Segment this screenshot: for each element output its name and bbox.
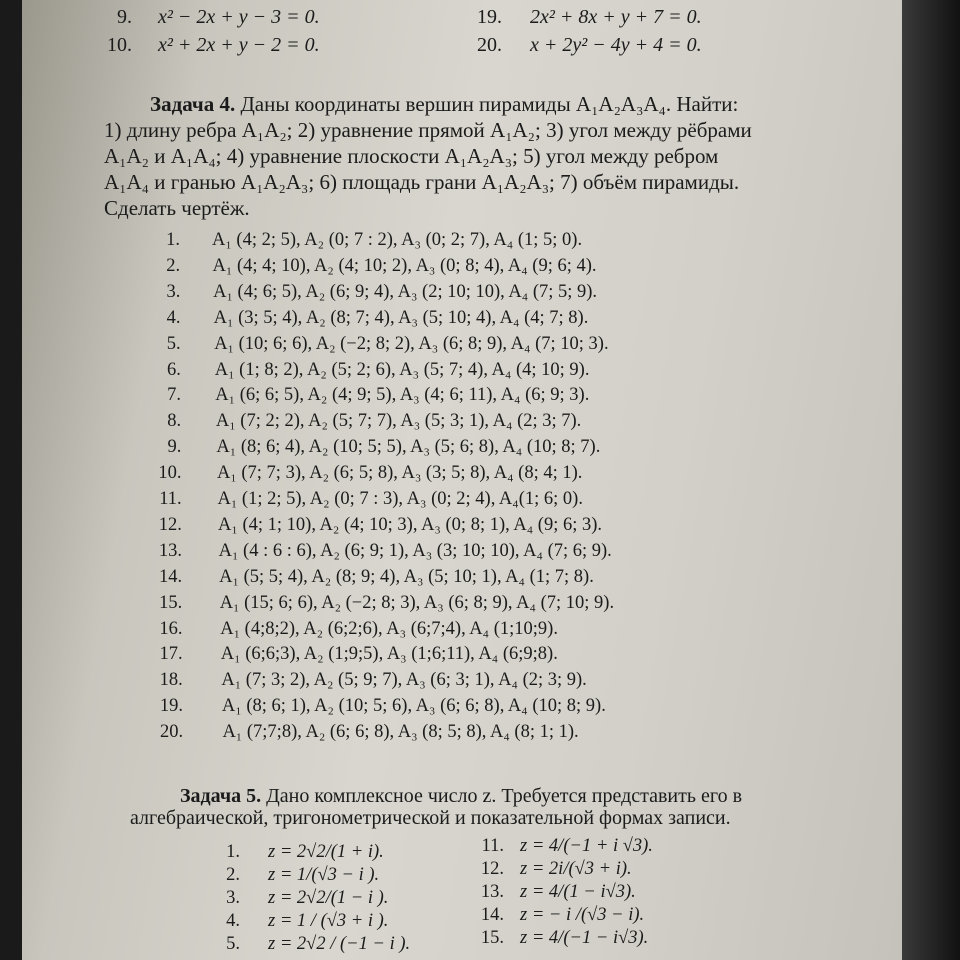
variant-number: 14. (159, 566, 183, 587)
variant-number: 11. (159, 489, 182, 509)
complex-number-index: 2. (226, 865, 240, 885)
variant-coordinates: A₁ (8; 6; 4), A₂ (10; 5; 5), A₃ (5; 6; 8), A₄ (10; 8; 7). (216, 437, 601, 458)
variant-coordinates: A₁ (6; 6; 5), A₂ (4; 9; 5), A₃ (4; 6; 11), A₄ (6; 9; 3). (215, 385, 590, 406)
eq-number: 10. (107, 34, 132, 56)
variant-number: 1. (166, 230, 180, 250)
complex-number-expression: z = 2i/(√3 + i). (520, 859, 632, 879)
complex-number-index: 3. (226, 888, 240, 908)
complex-number-expression: z = − i /(√3 − i). (520, 905, 645, 925)
complex-number-expression: z = 1/(√3 − i ). (268, 865, 380, 885)
eq-number: 19. (477, 6, 502, 28)
variant-coordinates: A₁ (1; 2; 5), A₂ (0; 7 : 3), A₃ (0; 2; 4), A₄(1; 6; 0). (217, 489, 583, 509)
variant-number: 8. (167, 411, 182, 432)
task4-line: Сделать чертёж. (104, 196, 250, 220)
complex-number-expression: z = 2√2/(1 − i ). (268, 888, 389, 908)
variant-number: 3. (166, 281, 181, 302)
variant-number: 19. (159, 696, 183, 717)
variant-coordinates: A₁ (4;8;2), A₂ (6;2;6), A₃ (6;7;4), A₄ (1;10;9). (220, 618, 558, 639)
variant-coordinates: A₁ (6;6;3), A₂ (1;9;5), A₃ (1;6;11), A₄ (6;9;8). (220, 644, 558, 665)
task4-line: A₁A₂ и A₁A₄; 4) уравнение плоскости A₁A₂A₃; 5) угол между ребром (104, 144, 719, 168)
variant-coordinates: A₁ (10; 6; 6), A₂ (−2; 8; 2), A₃ (6; 8; 9), A₄ (7; 10; 3). (214, 333, 609, 354)
complex-number-index: 11. (481, 836, 504, 856)
complex-number-expression: z = 2√2 / (−1 − i ). (268, 934, 411, 954)
variant-coordinates: A₁ (7;7;8), A₂ (6; 6; 8), A₃ (8; 5; 8), A₄ (8; 1; 1). (222, 722, 579, 743)
complex-number-expression: z = 4/(1 − i√3). (520, 882, 636, 902)
task4-line: Даны координаты вершин пирамиды A₁A₂A₃A₄. Найти: (240, 92, 739, 116)
complex-number-expression: z = 4/(−1 + i √3). (520, 836, 653, 856)
equation: x² + 2x + y − 2 = 0. (158, 34, 320, 56)
variant-number: 12. (158, 514, 182, 535)
complex-number-index: 4. (226, 911, 240, 931)
variant-number: 17. (159, 644, 183, 665)
monitor-bezel (902, 0, 960, 960)
complex-number-index: 14. (480, 905, 504, 925)
complex-number-index: 5. (226, 934, 240, 954)
variant-number: 5. (166, 333, 181, 354)
eq-number: 9. (117, 6, 132, 28)
variant-coordinates: A₁ (7; 3; 2), A₂ (5; 9; 7), A₃ (6; 3; 1), A₄ (2; 3; 9). (221, 670, 587, 691)
task5-line: алгебраической, тригонометрической и показательной формах записи. (130, 807, 731, 829)
equation: 2x² + 8x + y + 7 = 0. (530, 6, 702, 28)
variant-number: 7. (167, 385, 181, 406)
variant-coordinates: A₁ (5; 5; 4), A₂ (8; 9; 4), A₃ (5; 10; 1), A₄ (1; 7; 8). (219, 566, 594, 587)
variant-coordinates: A₁ (7; 7; 3), A₂ (6; 5; 8), A₃ (3; 5; 8), A₄ (8; 4; 1). (216, 463, 583, 484)
variant-number: 9. (167, 437, 182, 458)
complex-number-index: 15. (480, 928, 504, 948)
variant-coordinates: A₁ (4; 1; 10), A₂ (4; 10; 3), A₃ (0; 8; 1), A₄ (9; 6; 3). (218, 514, 603, 535)
complex-number-index: 1. (226, 842, 240, 862)
task4-title: Задача 4. (150, 92, 236, 116)
variant-coordinates: A₁ (4; 4; 10), A₂ (4; 10; 2), A₃ (0; 8; 4), A₄ (9; 6; 4). (212, 255, 597, 276)
task5-title: Задача 5. (180, 785, 262, 807)
complex-number-index: 12. (480, 859, 504, 879)
variant-number: 20. (160, 722, 184, 743)
task4-line: A₁A₄ и гранью A₁A₂A₃; 6) площадь грани A₁A₂A₃; 7) объём пирамиды. (104, 170, 740, 194)
variant-number: 6. (166, 359, 181, 380)
complex-number-expression: z = 1 / (√3 + i ). (268, 911, 389, 931)
variant-number: 16. (159, 618, 183, 639)
equation: x² − 2x + y − 3 = 0. (158, 6, 320, 28)
variant-number: 15. (159, 592, 183, 613)
variant-number: 2. (166, 255, 181, 276)
complex-number-index: 13. (480, 882, 504, 902)
variant-number: 10. (158, 463, 182, 484)
variant-coordinates: A₁ (4 : 6 : 6), A₂ (6; 9; 1), A₃ (3; 10; 10), A₄ (7; 6; 9). (218, 540, 612, 561)
equation: x + 2y² − 4y + 4 = 0. (530, 34, 702, 56)
task5-line: Дано комплексное число z. Требуется представить его в (266, 785, 743, 807)
variant-number: 13. (158, 540, 182, 561)
document-page (22, 0, 902, 960)
complex-number-expression: z = 2√2/(1 + i). (268, 842, 384, 862)
variant-coordinates: A₁ (15; 6; 6), A₂ (−2; 8; 3), A₃ (6; 8; 9), A₄ (7; 10; 9). (219, 592, 615, 613)
variant-coordinates: A₁ (1; 8; 2), A₂ (5; 2; 6), A₃ (5; 7; 4), A₄ (4; 10; 9). (214, 359, 590, 380)
variant-coordinates: A₁ (8; 6; 1), A₂ (10; 5; 6), A₃ (6; 6; 8), A₄ (10; 8; 9). (221, 696, 606, 717)
variant-number: 4. (166, 307, 181, 328)
complex-number-expression: z = 4/(−1 − i√3). (520, 928, 649, 948)
variant-number: 18. (159, 670, 183, 691)
variant-coordinates: A₁ (3; 5; 4), A₂ (8; 7; 4), A₃ (5; 10; 4), A₄ (4; 7; 8). (213, 307, 589, 328)
variant-coordinates: A₁ (4; 2; 5), A₂ (0; 7 : 2), A₃ (0; 2; 7), A₄ (1; 5; 0). (212, 230, 583, 250)
variant-coordinates: A₁ (4; 6; 5), A₂ (6; 9; 4), A₃ (2; 10; 10), A₄ (7; 5; 9). (213, 281, 598, 302)
variant-coordinates: A₁ (7; 2; 2), A₂ (5; 7; 7), A₃ (5; 3; 1), A₄ (2; 3; 7). (215, 411, 582, 432)
task4-line: 1) длину ребра A₁A₂; 2) уравнение прямой A₁A₂; 3) угол между рёбрами (104, 118, 752, 142)
eq-number: 20. (477, 34, 502, 56)
